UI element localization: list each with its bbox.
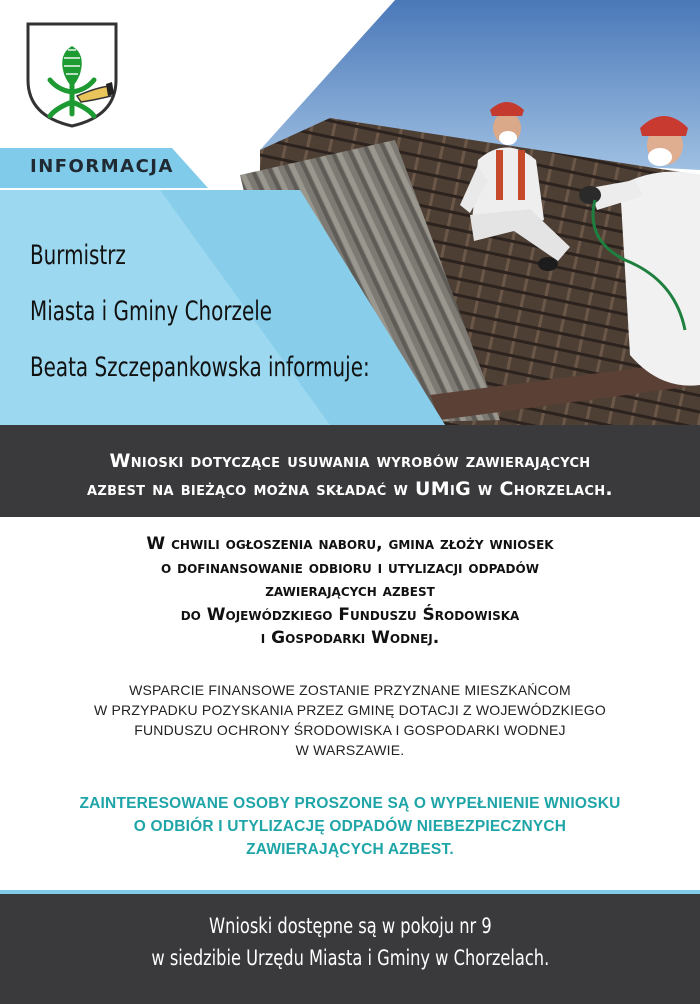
info-label: INFORMACJA [30, 156, 174, 177]
notice-line-2: azbest na bieżąco można składać w UMiG w Chorzelach. [87, 478, 613, 500]
paragraph2-line-1: WSPARCIE FINANSOWE ZOSTANIE PRZYZNANE MIESZKAŃCOM [129, 682, 571, 698]
footer-band [0, 890, 700, 1004]
headline-line-1: Burmistrz [30, 240, 126, 271]
headline [30, 228, 444, 396]
notice-band [0, 425, 700, 517]
headline-line-3: Beata Szczepankowska informuje: [30, 352, 370, 383]
paragraph2-line-2: W PRZYPADKU POZYSKANIA PRZEZ GMINĘ DOTACJI Z WOJEWÓDZKIEGO [93, 702, 606, 718]
paragraph-funding-application [0, 533, 700, 651]
paragraph2-line-3: FUNDUSZU OCHRONY ŚRODOWISKA I GOSPODARKI WODNEJ [134, 722, 566, 738]
paragraph-financial-support [0, 680, 700, 760]
municipal-crest-logo [22, 18, 122, 130]
paragraph2-line-4: W WARSZAWIE. [295, 742, 405, 758]
paragraph3-line-3: ZAWIERAJĄCYCH AZBEST. [246, 841, 454, 858]
notice-line-1: Wnioski dotyczące usuwania wyrobów zawierających [109, 450, 591, 472]
paragraph1-line-5: i Gospodarki Wodnej. [260, 628, 440, 648]
paragraph1-line-3: zawierających azbest [265, 581, 435, 601]
paragraph3-line-2: O ODBIÓR I UTYLIZACJĘ ODPADÓW NIEBEZPIECZNYCH [133, 818, 567, 835]
footer-line-2: w siedzibie Urzędu Miasta i Gminy w Chorzelach. [151, 946, 549, 970]
hero-section [0, 0, 700, 425]
paragraph1-line-2: o dofinansowanie odbioru i utylizacji odpadów [161, 557, 539, 578]
headline-line-2: Miasta i Gminy Chorzele [30, 296, 273, 327]
paragraph1-line-1: W chwili ogłoszenia naboru, gmina złoży wniosek [146, 534, 554, 554]
paragraph1-line-4: do Wojewódzkiego Funduszu Środowiska [180, 604, 520, 625]
footer-line-1: Wnioski dostępne są w pokoju nr 9 [208, 914, 492, 938]
paragraph-call-to-action [0, 792, 700, 861]
paragraph3-line-1: ZAINTERESOWANE OSOBY PROSZONE SĄ O WYPEŁNIENIE WNIOSKU [79, 795, 621, 812]
